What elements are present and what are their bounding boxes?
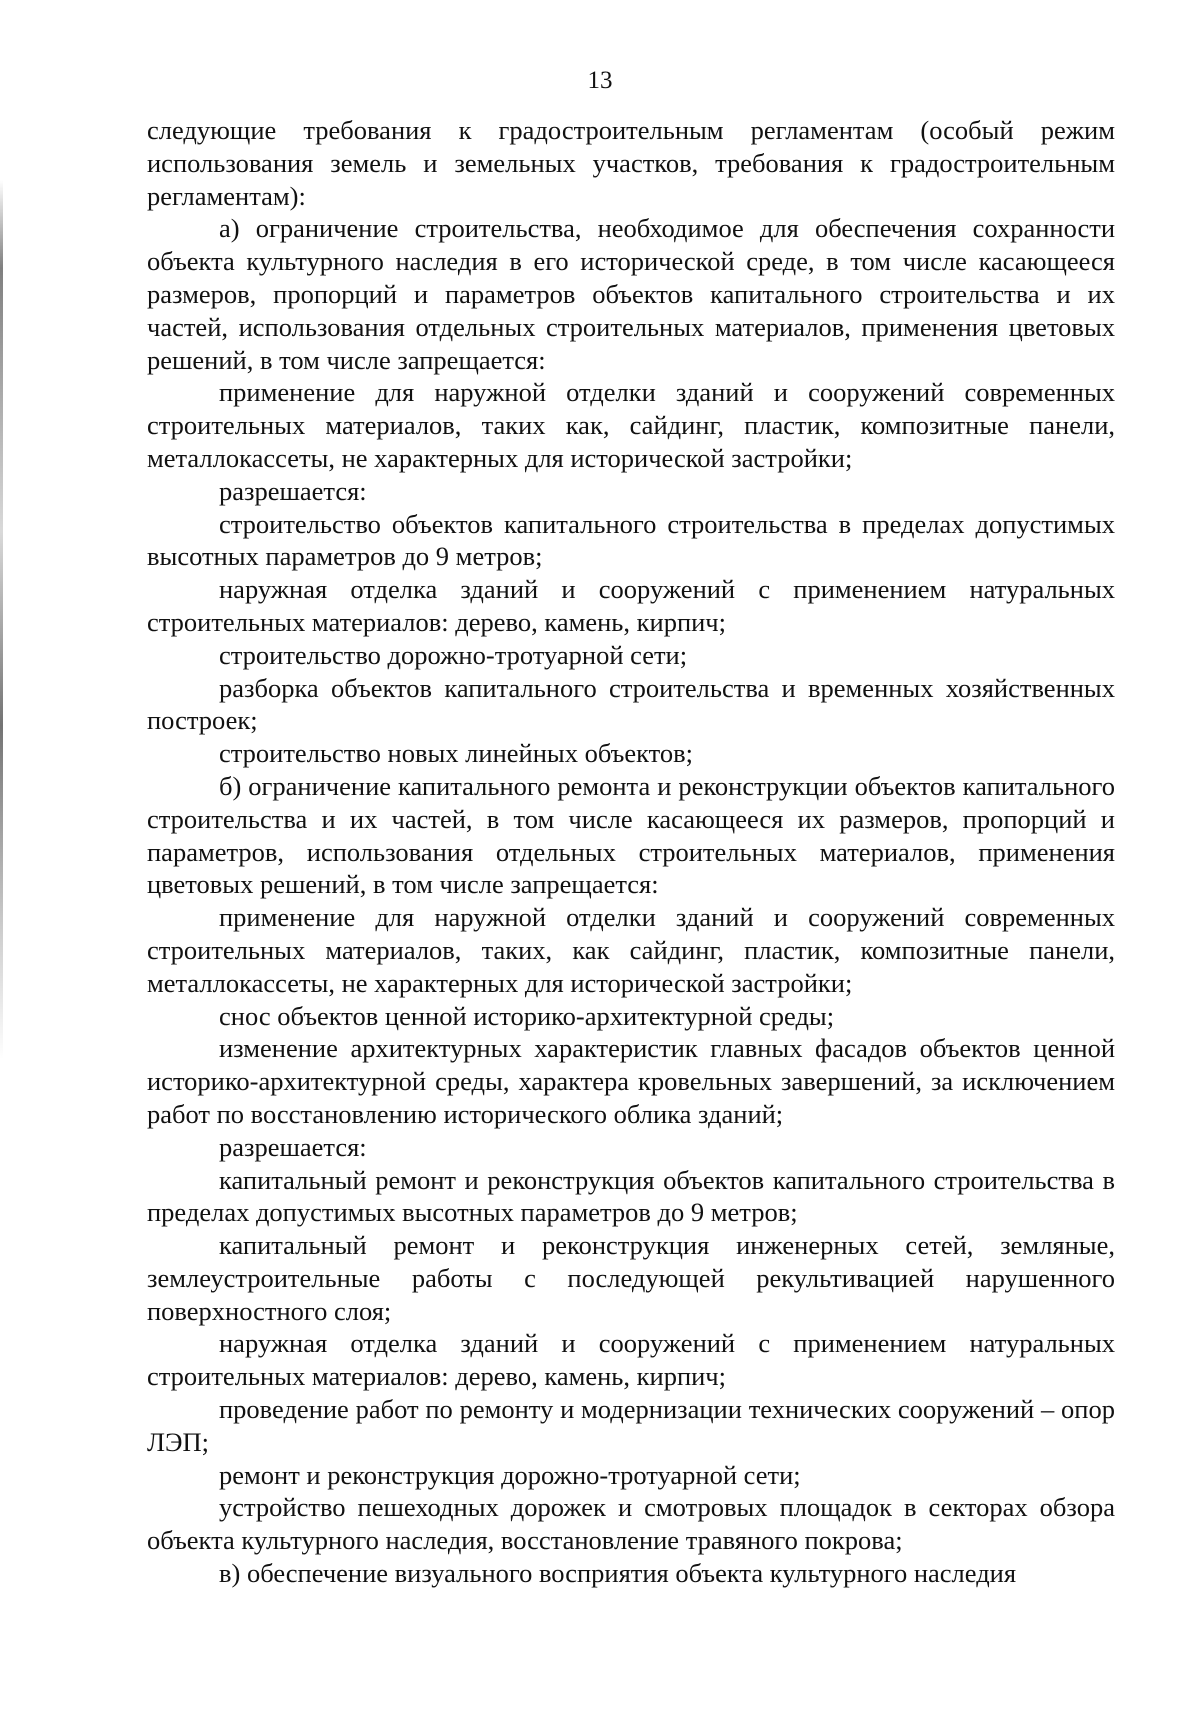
paragraph: разрешается: [219,1131,367,1162]
paragraph: проведение работ по ремонту и модернизации технических сооружений – опор ЛЭП; [147,1394,1115,1457]
paragraph: разборка объектов капитального строительства и временных хозяйственных построек; [147,672,1115,736]
paragraph: капитальный ремонт и реконструкция инженерных сетей, земляные, землеустроительные работы с последующей рекультивацией нарушенного поверхностного слоя; [147,1230,1115,1326]
paragraph: б) ограничение капитального ремонта и реконструкции объектов капитального строительства и их частей, в том числе касающееся их размеров, пропорций и параметров, использования отдельных строительных материалов, применения цветовых решений, в том числе запрещается: [147,770,1115,900]
paragraph: ремонт и реконструкция дорожно-тротуарной сети; [219,1459,801,1490]
page-number: 13 [587,67,613,94]
paragraph: строительство объектов капитального строительства в пределах допустимых высотных параметров до 9 метров; [147,508,1115,572]
paragraph: разрешается: [219,475,367,506]
paragraph: изменение архитектурных характеристик главных фасадов объектов ценной историко-архитектурной среды, характера кровельных завершений, за исключением работ по восстановлению исторического облика зданий; [147,1033,1115,1129]
paragraph: устройство пешеходных дорожек и смотровых площадок в секторах обзора объекта культурного наследия, восстановление травяного покрова; [147,1492,1115,1556]
paragraph: наружная отделка зданий и сооружений с применением натуральных строительных материалов: дерево, камень, кирпич; [147,1328,1115,1392]
scan-edge-shadow [0,180,3,1060]
paragraph: а) ограничение строительства, необходимое для обеспечения сохранности объекта культурного наследия в его исторической среде, в том числе касающееся размеров, пропорций и параметров объектов капитального строительства и их частей, использования отдельных строительных материалов, применения цветовых решений, в том числе запрещается: [147,213,1115,375]
paragraph: применение для наружной отделки зданий и сооружений современных строительных материалов, таких, как сайдинг, пластик, композитные панели, металлокассеты, не характерных для исторической застройки; [147,902,1115,998]
paragraph: строительство дорожно-тротуарной сети; [219,639,688,670]
paragraph: снос объектов ценной историко-архитектурной среды; [219,1000,835,1031]
paragraph: в) обеспечение визуального восприятия объекта культурного наследия [219,1558,1017,1589]
paragraph: следующие требования к градостроительным регламентам (особый режим использования земель и земельных участков, требования к градостроительным регламентам): [147,115,1115,211]
paragraph: применение для наружной отделки зданий и сооружений современных строительных материалов, таких как, сайдинг, пластик, композитные панели, металлокассеты, не характерных для исторической застройки; [147,377,1115,473]
paragraph: капитальный ремонт и реконструкция объектов капитального строительства в пределах допустимых высотных параметров до 9 метров; [147,1164,1115,1228]
paragraph: строительство новых линейных объектов; [219,738,693,769]
document-body [147,114,1115,1590]
paragraph: наружная отделка зданий и сооружений с применением натуральных строительных материалов: дерево, камень, кирпич; [147,574,1115,637]
